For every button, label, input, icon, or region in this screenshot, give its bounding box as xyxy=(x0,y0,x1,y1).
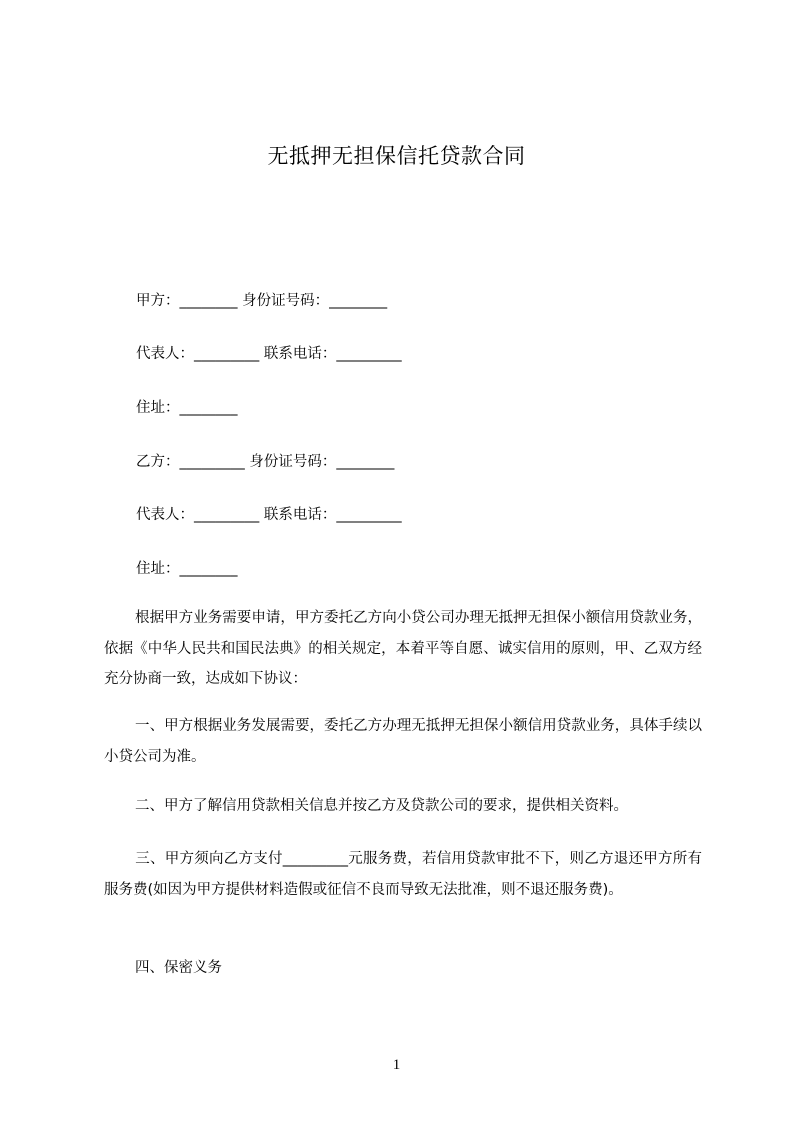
party-a-address-line: 住址：________ xyxy=(136,400,238,416)
preamble-text: 根据甲方业务需要申请，甲方委托乙方向小贷公司办理无抵押无担保小额信用贷款业务，依据《中华人民共和国民法典》的相关规定，本着平等自愿、诚实信用的原则，甲、乙双方经充分协商一致，达成如下协议： xyxy=(104,610,702,687)
party-b-representative-line: 代表人：_________ 联系电话：_________ xyxy=(136,507,402,523)
clause-4-heading xyxy=(104,953,702,984)
party-a-representative-line: 代表人：_________ 联系电话：_________ xyxy=(136,346,402,362)
page-number: 1 xyxy=(392,1057,401,1073)
document-title: 无抵押无担保信托贷款合同 xyxy=(267,144,526,168)
clause-1-paragraph xyxy=(104,711,702,772)
party-b-address-line: 住址：________ xyxy=(136,561,238,577)
clause-4-text: 四、保密义务 xyxy=(135,960,222,976)
clause-3-paragraph xyxy=(104,844,702,905)
clause-3-text: 三、甲方须向乙方支付_________元服务费，若信用贷款审批不下，则乙方退还甲方所有服务费(如因为甲方提供材料造假或征信不良而导致无法批准，则不退还服务费)。 xyxy=(104,851,702,898)
party-b-id-line: 乙方：_________ 身份证号码：________ xyxy=(136,454,395,470)
party-a-id-line: 甲方：________ 身份证号码：________ xyxy=(136,293,388,309)
clause-1-text: 一、甲方根据业务发展需要，委托乙方办理无抵押无担保小额信用贷款业务，具体手续以小贷公司为准。 xyxy=(104,718,702,765)
preamble-paragraph xyxy=(104,603,702,695)
clause-2-text: 二、甲方了解信用贷款相关信息并按乙方及贷款公司的要求，提供相关资料。 xyxy=(135,798,628,814)
clause-2-paragraph xyxy=(104,791,702,822)
